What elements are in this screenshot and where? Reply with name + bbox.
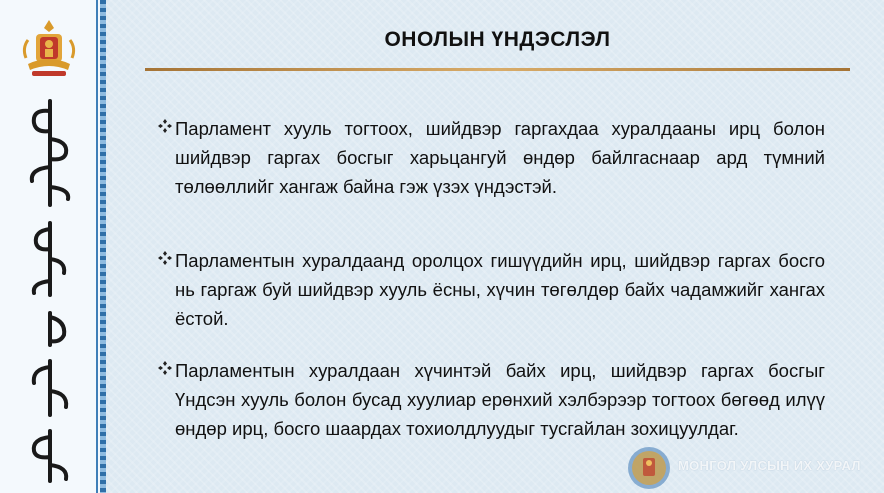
- four-diamond-bullet-icon: [155, 360, 175, 376]
- bullet-text: Парламент хууль тогтоох, шийдвэр гаргахдаа хуралдааны ирц болон шийдвэр гаргах босгыг харьцангуй өндөр байлгаснаар ард түмний төлөөллийг хангаж байна гэж үзэх үндэстэй.: [175, 118, 825, 197]
- bullet-text: Парламентын хуралдаанд оролцох гишүүдийн ирц, шийдвэр гаргах босго нь гаргаж буй шийдвэр хууль ёсны, хүчин төгөлдөр байх чадамжийг хангах ёстой.: [175, 250, 825, 329]
- four-diamond-bullet-icon: [155, 118, 175, 134]
- page-title: ОНОЛЫН ҮНДЭСЛЭЛ: [384, 28, 611, 51]
- title-underline: [145, 68, 850, 71]
- mongolian-script-decoration: [12, 95, 88, 485]
- watermark-text: МОНГОЛ УЛСЫН ИХ ХУРАЛ: [678, 458, 861, 473]
- bullet-item: [155, 246, 825, 333]
- watermark-emblem-icon: [626, 445, 672, 491]
- bullet-item: [155, 356, 825, 443]
- state-emblem-icon: [18, 18, 80, 80]
- four-diamond-bullet-icon: [155, 250, 175, 266]
- bullet-item: [155, 114, 825, 201]
- bullet-text: Парламентын хуралдаан хүчинтэй байх ирц, шийдвэр гаргах босгыг Үндсэн хууль болон бусад хуулиар ерөнхий хэлбэрээр тогтоох бөгөөд илүү өндөр ирц, босго шаардах тохиолдлуудыг тусгайлан зохицуулдаг.: [175, 360, 825, 439]
- sidebar-line: [96, 0, 98, 493]
- sidebar-border: [100, 0, 106, 493]
